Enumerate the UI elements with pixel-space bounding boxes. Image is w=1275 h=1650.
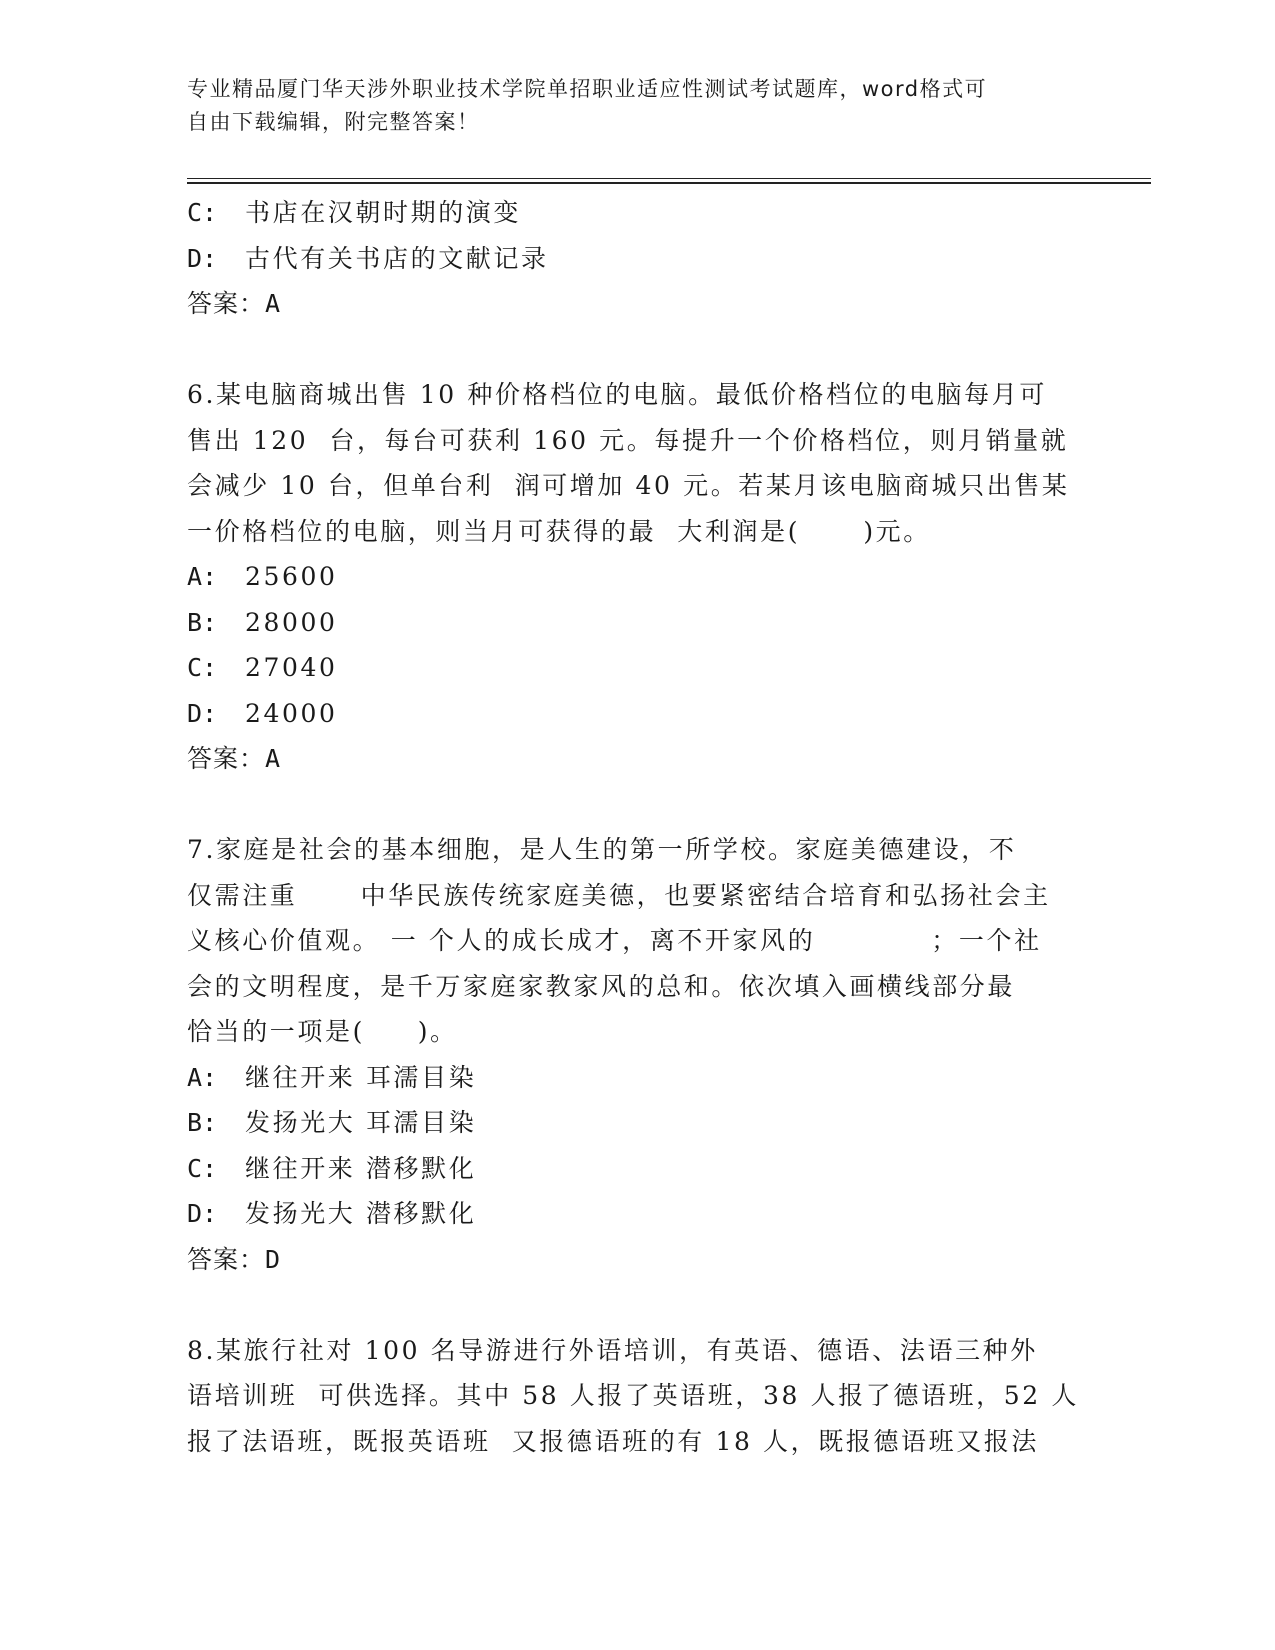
option-c [187, 190, 1087, 236]
answer-line [187, 736, 1087, 782]
option-c [187, 645, 1087, 691]
option-letter: D: [187, 243, 218, 273]
option-text: 继往开来 耳濡目染 [245, 1062, 477, 1092]
answer-label: 答案： [187, 1244, 266, 1274]
answer-line [187, 1237, 1087, 1283]
option-text: 27040 [245, 653, 338, 682]
option-text: 古代有关书店的文献记录 [245, 243, 549, 273]
question-text-line: 语培训班 可供选择。其中 58 人报了英语班，38 人报了德语班，52 人 [187, 1381, 1079, 1410]
answer-label: 答案： [187, 289, 266, 318]
question-text-line: 6.某电脑商城出售 10 种价格档位的电脑。最低价格档位的电脑每月可 [187, 380, 1047, 409]
option-text: 25600 [245, 562, 338, 591]
answer-value: D [265, 1244, 282, 1274]
option-letter: D: [187, 698, 218, 728]
prev-question [187, 190, 1087, 327]
option-text: 24000 [245, 698, 338, 728]
option-text: 28000 [245, 607, 338, 637]
question-text-line: 报了法语班，既报英语班 又报德语班的有 18 人，既报德语班又报法 [187, 1426, 1040, 1456]
option-a [187, 1055, 1087, 1101]
header-line-2: 自由下载编辑，附完整答案！ [187, 110, 480, 134]
question-text-line: 仅需注重 中华民族传统家庭美德，也要紧密结合培育和弘扬社会主 [187, 880, 1051, 910]
option-letter: C: [187, 198, 218, 227]
option-letter: C: [187, 653, 218, 682]
header-rule-thick [187, 182, 1151, 184]
question-text-line: 恰当的一项是( )。 [187, 1017, 458, 1046]
spacer [187, 1282, 1087, 1328]
option-letter: B: [187, 1108, 218, 1137]
question-text-line: 会的文明程度，是千万家庭家教家风的总和。依次填入画横线部分最 [187, 971, 1016, 1001]
option-letter: B: [187, 607, 218, 637]
question-7 [187, 827, 1087, 1282]
option-a [187, 554, 1087, 600]
option-b [187, 1100, 1087, 1146]
option-d [187, 236, 1087, 282]
header-rule-thin [187, 178, 1151, 179]
header-line-1: 专业精品厦门华天涉外职业技术学院单招职业适应性测试考试题库，word格式可 [187, 77, 988, 101]
question-text-line: 会减少 10 台，但单台利 润可增加 40 元。若某月该电脑商城只出售某 [187, 471, 1070, 500]
option-letter: A: [187, 1062, 218, 1092]
option-text: 书店在汉朝时期的演变 [245, 198, 522, 227]
option-text: 发扬光大 潜移默化 [245, 1199, 477, 1228]
question-8 [187, 1328, 1087, 1465]
spacer [187, 782, 1087, 828]
option-letter: C: [187, 1153, 218, 1183]
option-d [187, 1191, 1087, 1237]
question-content [187, 190, 1087, 1464]
question-6 [187, 372, 1087, 782]
answer-label: 答案： [187, 744, 266, 773]
answer-value: A [265, 744, 282, 773]
question-text-line: 售出 120 台，每台可获利 160 元。每提升一个价格档位，则月销量就 [187, 425, 1069, 455]
question-text-line: 义核心价值观。 一 个人的成长成才，离不开家风的 ；一个社 [187, 926, 1042, 955]
option-d [187, 691, 1087, 737]
option-b [187, 600, 1087, 646]
answer-value: A [265, 289, 282, 318]
spacer [187, 327, 1087, 373]
option-letter: A: [187, 562, 218, 591]
option-c [187, 1146, 1087, 1192]
option-text: 发扬光大 耳濡目染 [245, 1108, 477, 1137]
question-text-line: 7.家庭是社会的基本细胞，是人生的第一所学校。家庭美德建设，不 [187, 835, 1017, 864]
question-text-line: 8.某旅行社对 100 名导游进行外语培训，有英语、德语、法语三种外 [187, 1335, 1038, 1365]
option-text: 继往开来 潜移默化 [245, 1153, 477, 1183]
document-header [187, 73, 1067, 139]
answer-line [187, 281, 1087, 327]
option-letter: D: [187, 1199, 218, 1228]
question-text-line: 一价格档位的电脑，则当月可获得的最 大利润是( )元。 [187, 516, 931, 546]
